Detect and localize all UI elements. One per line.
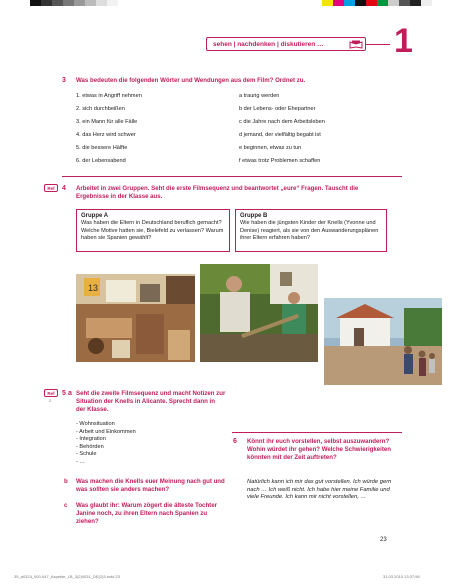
photo-man-plants xyxy=(200,264,318,362)
ex3-left-2: 2. sich durchbeißen xyxy=(76,106,125,112)
chapter-number: 1 xyxy=(394,22,413,60)
section-title: sehen | nachdenken | diskutieren … xyxy=(213,40,324,48)
exercise-5b-label: b xyxy=(64,478,68,485)
ex3-right-b: b der Lebens- oder Ehepartner xyxy=(239,106,316,112)
exercise-5a-text: Seht die zweite Filmsequenz und macht Notizen zur Situation der Knells in Alicante. Sprecht dann in der Klasse. xyxy=(76,390,226,414)
bullet-item: - Integration xyxy=(76,436,106,443)
group-a-title: Gruppe A xyxy=(81,213,109,219)
ex3-left-1: 1. etwas in Angriff nehmen xyxy=(76,93,142,99)
bullet-item: - Wohnsituation xyxy=(76,421,115,427)
exercise-4-instruction-line2: Ergebnisse in der Klasse aus. xyxy=(76,193,163,200)
page-number: 23 xyxy=(380,537,387,543)
ex3-left-6: 6. der Lebensabend xyxy=(76,158,126,164)
photo-family-house xyxy=(324,298,442,385)
bullet-item: - Arbeit und Einkommen xyxy=(76,428,136,435)
exercise-6-sample-answer: Natürlich kann ich mir das gut vorstellen. Ich würde gern nach … Ich weiß nicht. Ich habe hier meine Familie und viele Freunde. Ich kann mir nicht vorstellen, … xyxy=(247,479,392,501)
ex3-left-4: 4. das Herz wird schwer xyxy=(76,132,136,138)
exercise-5c-label: c xyxy=(64,502,68,509)
svg-text:13: 13 xyxy=(88,283,99,293)
photo-kitchen xyxy=(76,274,195,362)
group-b-box xyxy=(235,209,387,252)
registration-bar xyxy=(30,0,118,6)
exercise-5a-label: a xyxy=(68,390,72,397)
exercise-6-text: Könnt ihr euch vorstellen, selbst auszuwandern? Wohin würdet ihr gehen? Welche Schwierigkeiten könnten mit der Zeit auftreten? xyxy=(247,438,392,462)
badge-label: Ref xyxy=(47,185,55,191)
exercise-5c-text: Was glaubt ihr: Warum zögert die älteste Tochter Janine noch, zu ihren Eltern nach Spanien zu ziehen? xyxy=(76,502,217,526)
group-a-box xyxy=(76,209,230,252)
exercise-4-instruction-line1: Arbeitet in zwei Gruppen. Seht die erste Filmsequenz und beantwortet „eure“ Fragen. Tauscht die xyxy=(76,185,359,192)
badge-sub-number: 2 xyxy=(49,398,52,403)
group-a-text: Was haben die Eltern in Deutschland beruflich gemacht? Welche Motive hatten sie, Bielefeld zu verlassen? Warum haben sie Spanien gewählt? xyxy=(81,220,224,242)
header-rule xyxy=(366,44,390,45)
exercise-3-instruction: Was bedeuten die folgenden Wörter und Wendungen aus dem Film? Ordnet zu. xyxy=(76,77,306,84)
ex3-right-f: f etwas trotz Problemen schaffen xyxy=(239,158,321,164)
footer-left: 35_a0324_000-047_Aspekte_LB_3(2)0031_DE(2)3.indd 23 xyxy=(14,574,120,579)
footer-right: 31.03.2010 13:37:56 xyxy=(383,574,420,579)
divider-2 xyxy=(232,432,402,433)
exercise-5b-text: Was machen die Knells euer Meinung nach gut und was sollten sie anders machen? xyxy=(76,478,225,494)
exercise-3-number: 3 xyxy=(62,77,66,84)
exercise-4-number: 4 xyxy=(62,185,66,192)
audio-badge-icon-2 xyxy=(44,389,58,397)
ex3-right-e: e beginnen, etwas zu tun xyxy=(239,145,302,151)
section-header xyxy=(206,37,366,51)
ex3-right-a: a traurig werden xyxy=(239,93,280,99)
film-icon xyxy=(349,40,363,49)
ex5-bullet-list xyxy=(76,421,136,467)
registration-bar-color xyxy=(322,0,432,6)
badge-label-2: Ref xyxy=(47,390,55,396)
ex3-left-5: 5. die bessere Hälfte xyxy=(76,145,128,151)
bullet-item: - Behörden xyxy=(76,443,104,450)
group-b-title: Gruppe B xyxy=(240,213,268,219)
audio-badge-icon xyxy=(44,184,58,192)
exercise-6-number: 6 xyxy=(233,438,237,445)
bullet-item: - Schule xyxy=(76,451,97,458)
exercise-5-number: 5 xyxy=(62,390,66,397)
ex3-right-c: c die Jahre nach dem Arbeitsleben xyxy=(239,119,325,125)
ex3-left-3: 3. ein Mann für alle Fälle xyxy=(76,119,138,125)
divider-1 xyxy=(62,176,402,177)
group-b-text: Wie haben die jüngsten Kinder der Knells (Yvonne und Denise) reagiert, als sie von den Auswanderungsplänen ihrer Eltern erfahren haben? xyxy=(240,220,379,242)
bullet-item: - … xyxy=(76,458,86,465)
ex3-right-d: d jemand, der vielfältig begabt ist xyxy=(239,132,321,138)
